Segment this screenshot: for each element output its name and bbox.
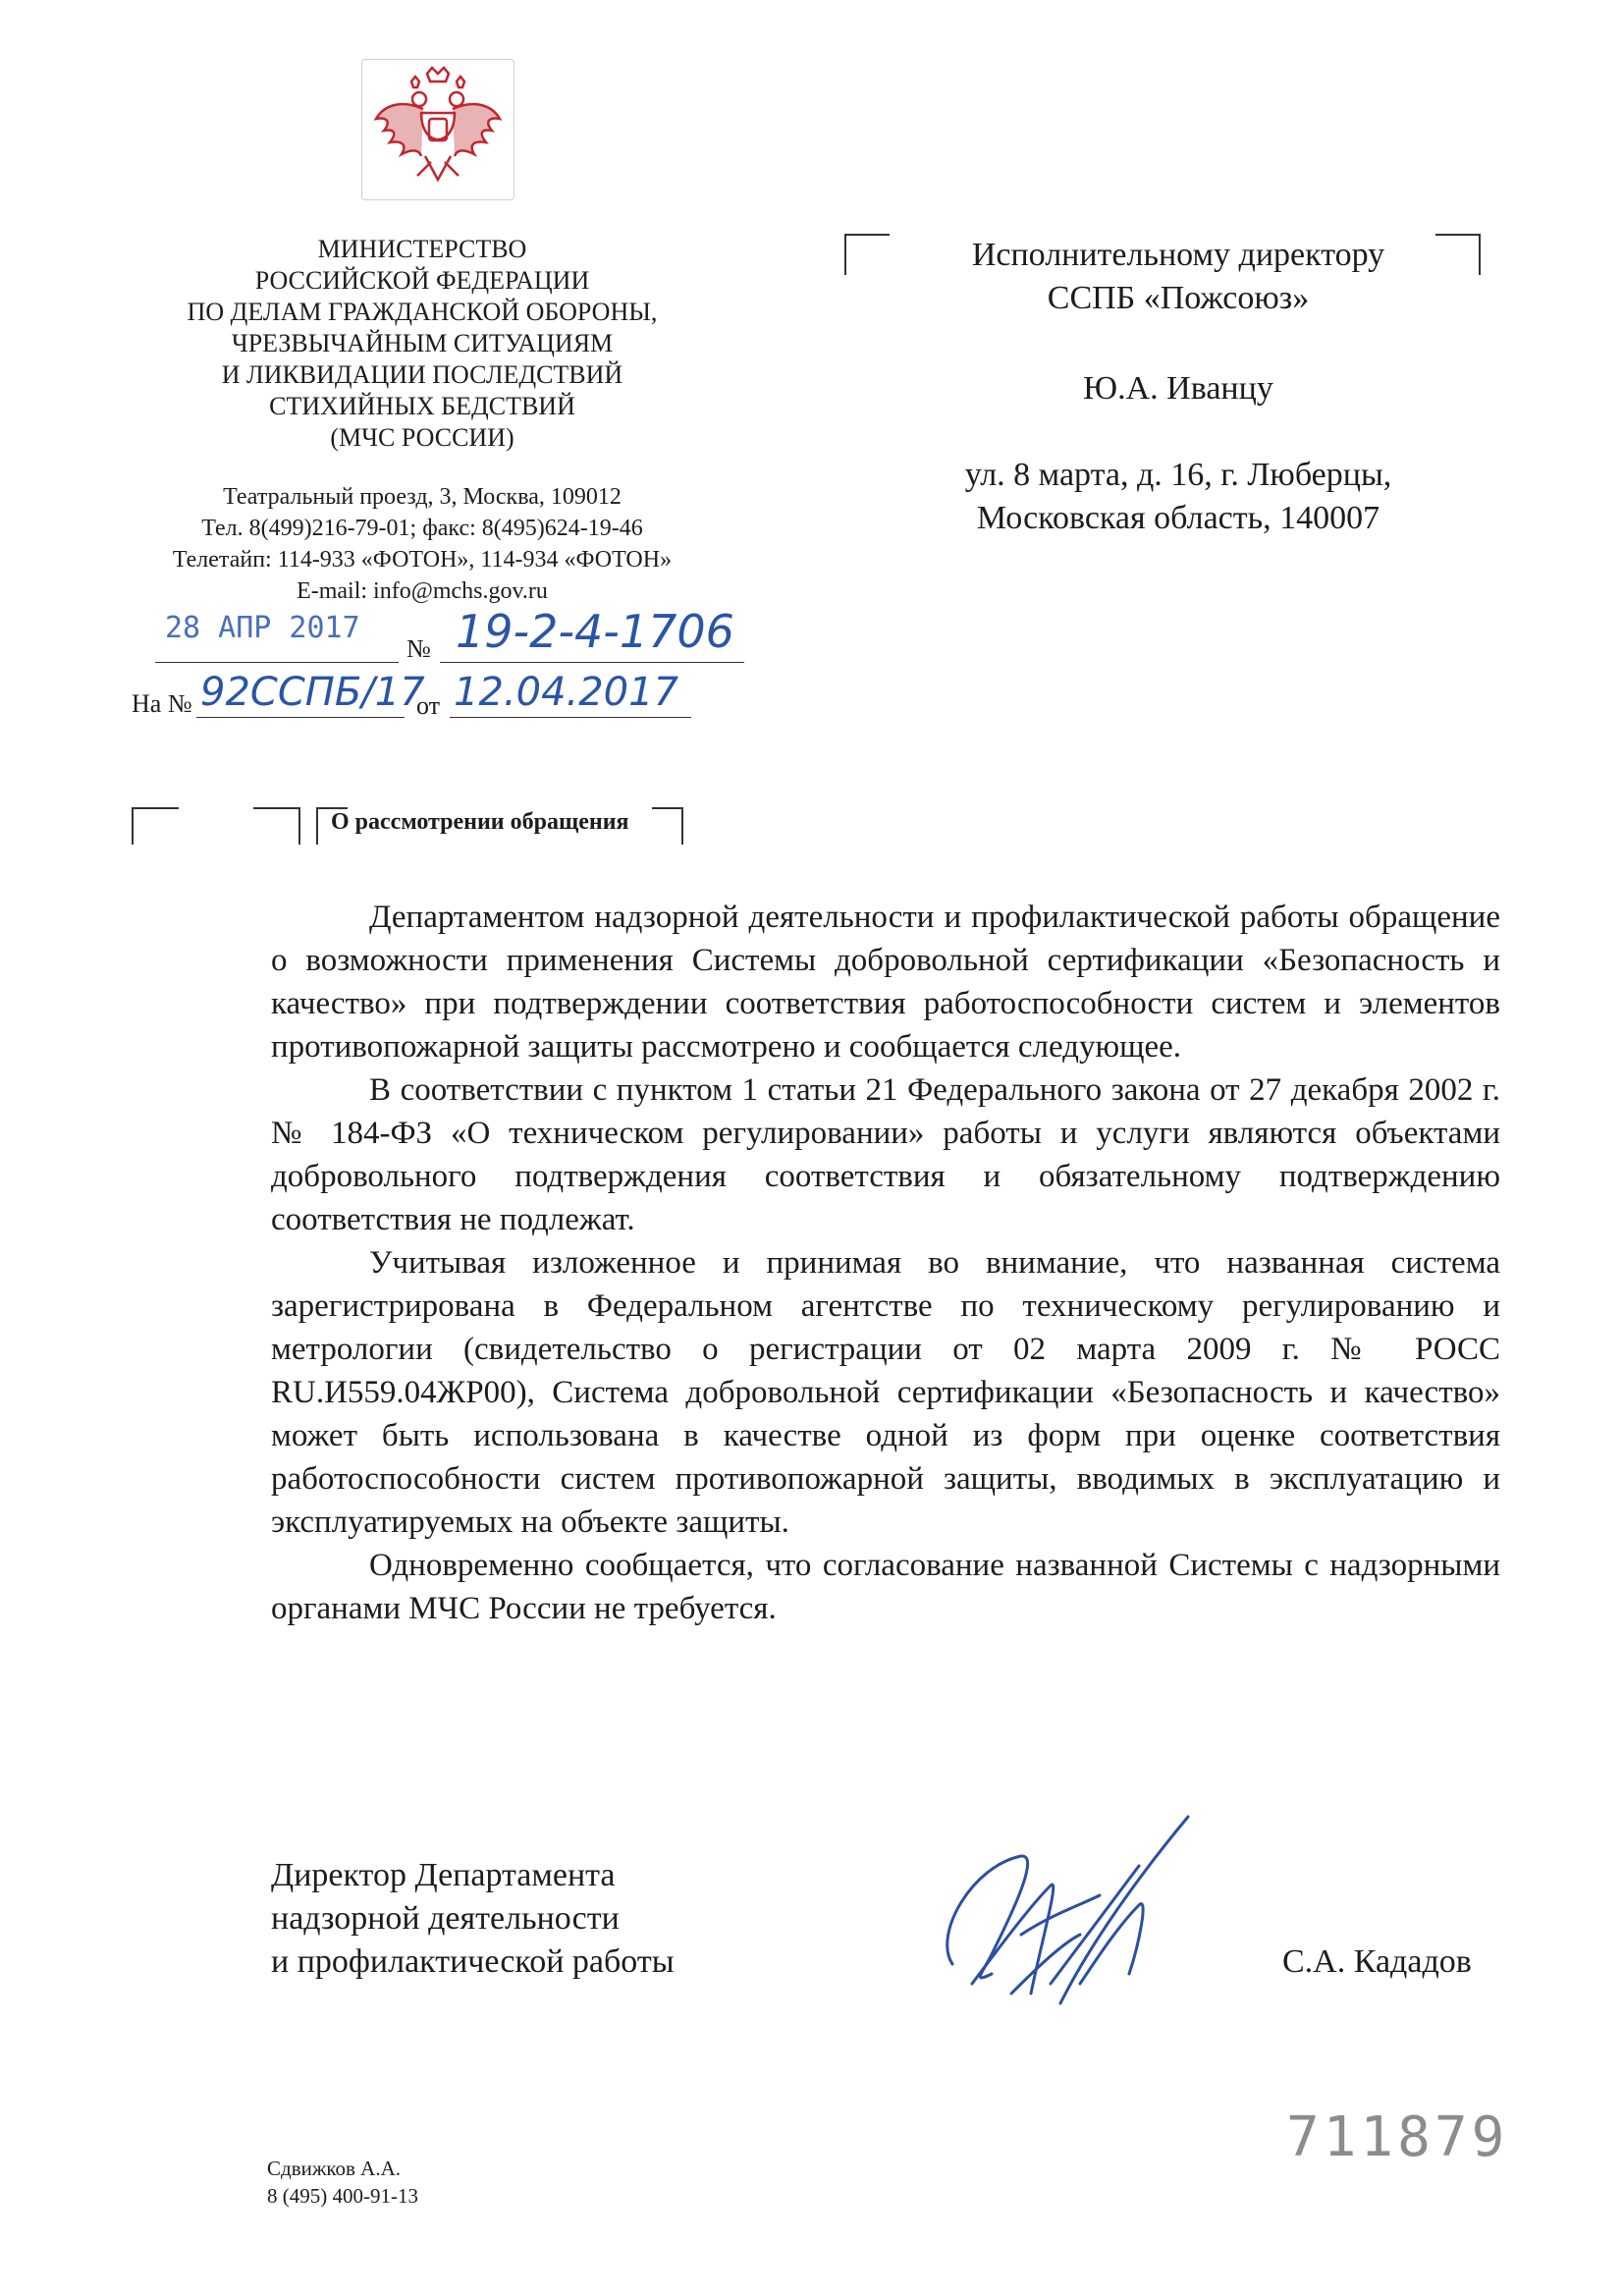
ministry-line: И ЛИКВИДАЦИИ ПОСЛЕДСТВИЙ bbox=[221, 360, 623, 389]
ministry-name bbox=[147, 234, 697, 454]
ministry-line: РОССИЙСКОЙ ФЕДЕРАЦИИ bbox=[254, 266, 590, 295]
subject-corner-close bbox=[652, 807, 683, 845]
executor-info bbox=[267, 2155, 418, 2210]
number-underline bbox=[440, 662, 744, 663]
body-paragraph: Учитывая изложенное и принимая во внимание, что названная система зарегистрирована в Федеральном агентстве по техническому регулированию и метрологии (свидетельство о регистрации от 02 марта 2009 г. № РОСС RU.И559.04ЖР00), Система добровольной сертификации «Безопасность и качество» может быть использована в качестве одной из форм при оценке соответствия работоспособности систем противопожарной защиты, вводимых в эксплуатацию и эксплуатируемых на объекте защиты. bbox=[271, 1245, 1500, 1540]
body-paragraph: В соответствии с пунктом 1 статьи 21 Федерального закона от 27 декабря 2002 г. № 184-ФЗ «О техническом регулировании» работы и услуги являются объектами добровольного подтверждения соответствия и обязательному подтверждению соответствия не подлежат. bbox=[271, 1072, 1500, 1237]
ref-number: 92ССПБ/17 bbox=[200, 670, 425, 715]
letter-body bbox=[271, 896, 1500, 1630]
signatory-name: С.А. Кададов bbox=[1282, 1943, 1472, 1980]
executor-name: Сдвижков А.А. bbox=[267, 2157, 401, 2180]
ministry-line: СТИХИЙНЫХ БЕДСТВИЙ bbox=[269, 392, 575, 420]
addressee-address bbox=[884, 454, 1473, 540]
address-line: ул. 8 марта, д. 16, г. Люберцы, bbox=[964, 457, 1392, 493]
signatory-line: Директор Департамента bbox=[271, 1857, 616, 1893]
from-label: от bbox=[416, 691, 441, 720]
addressee-line: Исполнительному директору bbox=[971, 237, 1385, 273]
contact-phone: Тел. 8(499)216-79-01; факс: 8(495)624-19-46 bbox=[201, 516, 643, 541]
ministry-contacts bbox=[118, 481, 727, 607]
incoming-registration-number: 711879 bbox=[1286, 2105, 1509, 2169]
ref-number-underline bbox=[196, 717, 405, 718]
ministry-line: ЧРЕЗВЫЧАЙНЫМ СИТУАЦИЯМ bbox=[231, 329, 614, 357]
date-underline bbox=[155, 662, 399, 663]
subject-corner-middle bbox=[253, 807, 300, 845]
signatory-position bbox=[271, 1854, 675, 1984]
subject-corner-left bbox=[132, 807, 179, 845]
signatory-line: надзорной деятельности bbox=[271, 1900, 620, 1937]
ministry-line: (МЧС РОССИИ) bbox=[330, 423, 514, 452]
ref-date: 12.04.2017 bbox=[454, 670, 679, 715]
body-paragraph: Одновременно сообщается, что согласование названной Системы с надзорными органами МЧС России не требуется. bbox=[271, 1548, 1500, 1626]
address-line: Московская область, 140007 bbox=[976, 500, 1380, 536]
body-paragraph: Департаментом надзорной деятельности и профилактической работы обращение о возможности применения Системы добровольной сертификации «Безопасность и качество» при подтверждении соответствия работоспособности систем и элементов противопожарной защиты рассмотрено и сообщается следующее. bbox=[271, 900, 1500, 1065]
ref-date-underline bbox=[450, 717, 691, 718]
ref-label: На № bbox=[132, 689, 192, 718]
contact-email: E-mail: info@mchs.gov.ru bbox=[297, 578, 548, 604]
ministry-line: ПО ДЕЛАМ ГРАЖДАНСКОЙ ОБОРОНЫ, bbox=[187, 298, 658, 326]
contact-teletype: Телетайп: 114-933 «ФОТОН», 114-934 «ФОТОН» bbox=[172, 547, 673, 573]
addressee-name: Ю.А. Иванцу bbox=[1083, 370, 1273, 407]
contact-address: Театральный проезд, 3, Москва, 109012 bbox=[223, 484, 622, 510]
number-label: № bbox=[406, 634, 431, 663]
coat-of-arms-emblem bbox=[361, 59, 514, 200]
addressee-line: ССПБ «Пожсоюз» bbox=[1047, 280, 1310, 316]
outgoing-number: 19-2-4-1706 bbox=[456, 605, 734, 658]
addressee-position bbox=[884, 234, 1473, 320]
handwritten-signature bbox=[913, 1797, 1208, 2033]
ministry-line: МИНИСТЕРСТВО bbox=[317, 235, 527, 263]
subject-line: О рассмотрении обращения bbox=[331, 809, 629, 835]
date-stamp: 28 АПР 2017 bbox=[165, 611, 360, 645]
executor-phone: 8 (495) 400-91-13 bbox=[267, 2184, 418, 2208]
signatory-line: и профилактической работы bbox=[271, 1943, 675, 1980]
